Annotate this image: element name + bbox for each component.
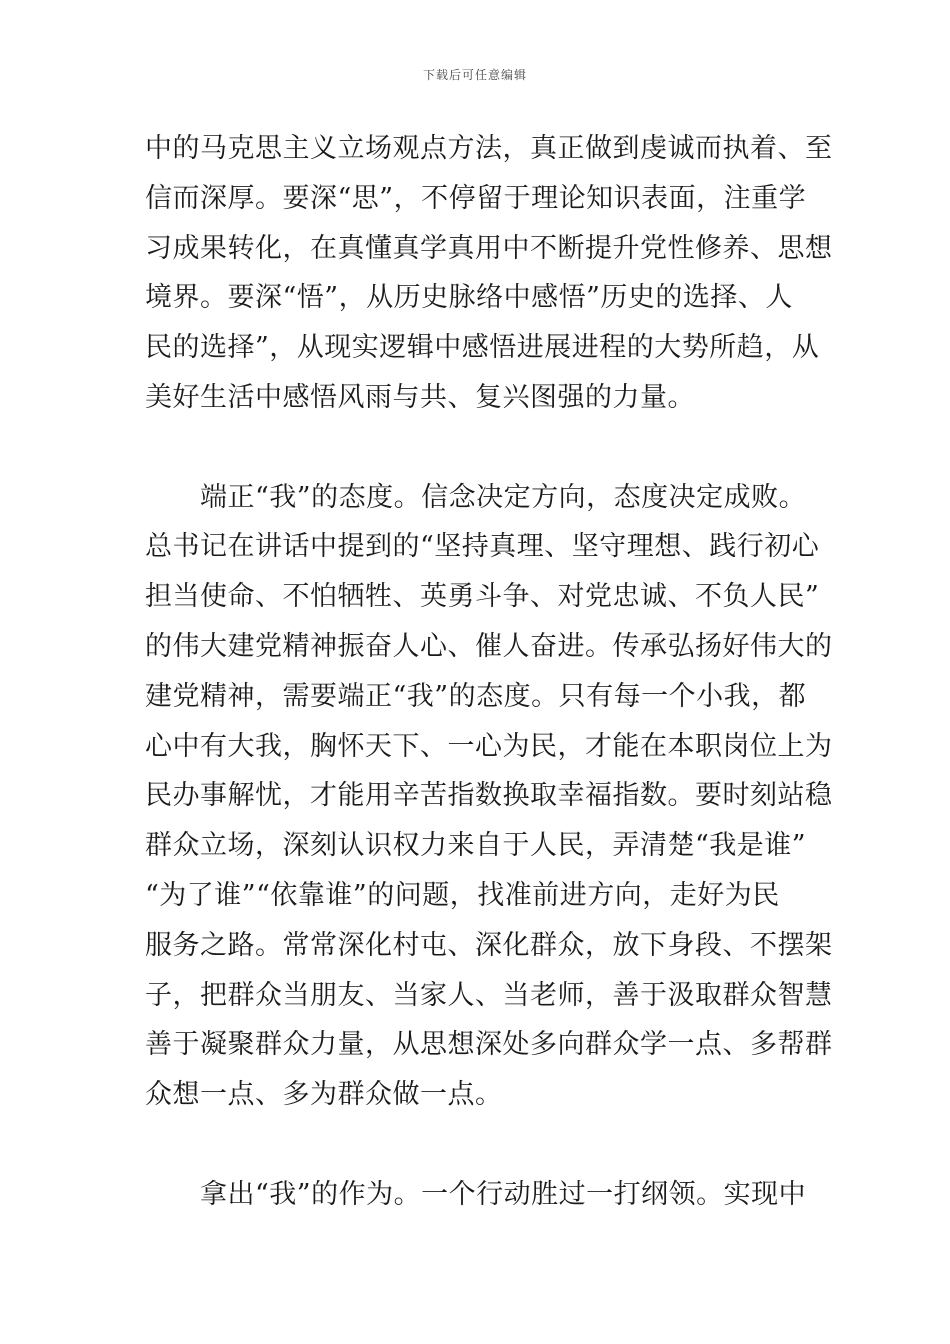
text-line: 子，把群众当朋友、当家人、当老师，善于汲取群众智慧 — [145, 979, 833, 1011]
text-line: 服务之路。常常深化村屯、深化群众，放下身段、不摆架 — [145, 929, 833, 961]
paragraph-3 — [145, 1170, 805, 1220]
text-line: 民办事解忧，才能用辛苦指数换取幸福指数。要时刻站稳 — [145, 780, 833, 812]
text-line: 习成果转化，在真懂真学真用中不断提升党性修养、思想 — [145, 232, 833, 264]
text-line: 信而深厚。要深“思”，不停留于理论知识表面，注重学 — [145, 182, 807, 214]
text-line: 建党精神，需要端正“我”的态度。只有每一个小我，都 — [145, 680, 807, 712]
text-line: “为了谁”“依靠谁”的问题，找准前进方向，走好为民 — [145, 879, 780, 911]
paragraph-gap — [145, 1120, 805, 1170]
document-body — [145, 124, 833, 1220]
paragraph-2 — [145, 473, 833, 1120]
text-line: 境界。要深“悟”，从历史脉络中感悟”历史的选择、人 — [145, 282, 793, 314]
text-line: 总书记在讲话中提到的“坚持真理、坚守理想、践行初心 — [145, 531, 820, 563]
text-line: 群众立场，深刻认识权力来自于人民，弄清楚“我是谁” — [145, 830, 807, 862]
text-line: 端正“我”的态度。信念决定方向，态度决定成败。 — [145, 481, 807, 513]
text-line: 善于凝聚群众力量，从思想深处多向群众学一点、多帮群 — [145, 1029, 833, 1061]
text-line: 的伟大建党精神振奋人心、催人奋进。传承弘扬好伟大的 — [145, 630, 833, 662]
text-line: 担当使命、不怕牺牲、英勇斗争、对党忠诚、不负人民” — [145, 581, 820, 613]
text-line: 中的马克思主义立场观点方法，真正做到虔诚而执着、至 — [145, 133, 833, 164]
paragraph-gap — [145, 423, 805, 473]
text-line: 美好生活中感悟风雨与共、复兴图强的力量。 — [145, 381, 695, 413]
paragraph-1 — [145, 124, 833, 423]
header-note: 下载后可任意编辑 — [422, 68, 527, 82]
text-line: 拿出“我”的作为。一个行动胜过一打纲领。实现中 — [145, 1178, 807, 1210]
text-line: 民的选择”，从现实逻辑中感悟进展进程的大势所趋，从 — [145, 332, 820, 364]
text-line: 众想一点、多为群众做一点。 — [145, 1079, 503, 1111]
text-line: 心中有大我，胸怀天下、一心为民，才能在本职岗位上为 — [145, 730, 833, 762]
